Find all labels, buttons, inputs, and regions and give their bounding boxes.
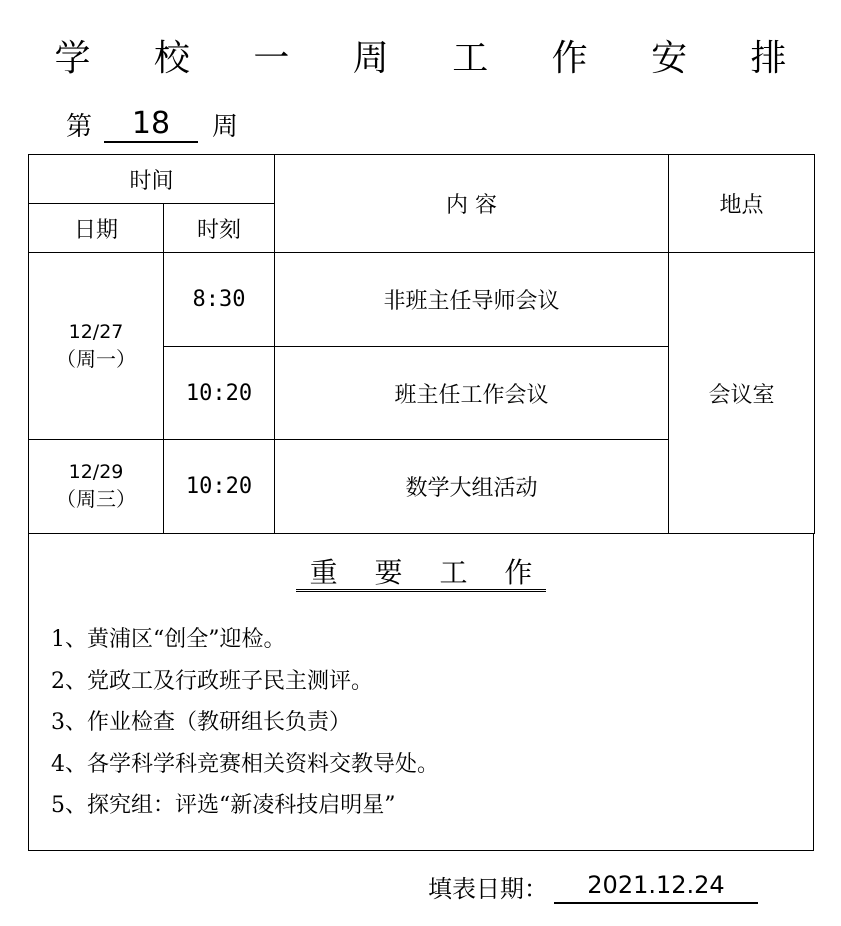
date-value: 12/27: [68, 320, 124, 343]
week-prefix: 第: [66, 112, 93, 142]
fill-date-value: 2021.12.24: [554, 868, 758, 904]
schedule-table: [28, 154, 815, 534]
week-suffix: 周: [212, 112, 239, 142]
header-date: 日期: [29, 204, 164, 253]
weekday-value: （周一）: [56, 346, 136, 371]
important-work-list: [51, 619, 439, 827]
time-cell: 10:20: [164, 347, 275, 440]
list-item: 1、黄浦区“创全”迎检。: [51, 627, 286, 652]
important-work-heading: [29, 555, 813, 591]
location-cell: 会议室: [669, 253, 815, 534]
fill-date-line: [428, 868, 758, 904]
list-item: 5、探究组：评选“新凌科技启明星”: [51, 793, 396, 818]
header-row: [29, 155, 815, 204]
table-row: [29, 253, 815, 347]
content-cell: 非班主任导师会议: [275, 253, 669, 347]
date-cell: [29, 440, 164, 534]
date-value: 12/29: [68, 461, 124, 483]
important-work-title: 重 要 工 作: [296, 556, 547, 592]
week-number: 18: [104, 107, 198, 143]
header-content: 内 容: [275, 155, 669, 253]
list-item: 4、各学科学科竞赛相关资料交教导处。: [51, 751, 439, 777]
header-moment: 时刻: [164, 204, 275, 253]
date-cell: [29, 253, 164, 440]
time-cell: 10:20: [164, 440, 275, 534]
content-cell: 数学大组活动: [275, 440, 669, 534]
important-work-section: [28, 533, 814, 851]
weekday-value: （周三）: [56, 487, 136, 511]
page-title: 学 校 一 周 工 作 安 排: [54, 38, 813, 79]
content-cell: 班主任工作会议: [275, 347, 669, 440]
week-line: [66, 106, 238, 143]
time-cell: 8:30: [164, 253, 275, 347]
header-time: 时间: [29, 155, 275, 204]
fill-date-label: 填表日期：: [428, 875, 548, 903]
list-item: 3、作业检查（教研组长负责）: [51, 710, 351, 735]
header-location: 地点: [669, 155, 815, 253]
list-item: 2、党政工及行政班子民主测评。: [51, 668, 373, 694]
